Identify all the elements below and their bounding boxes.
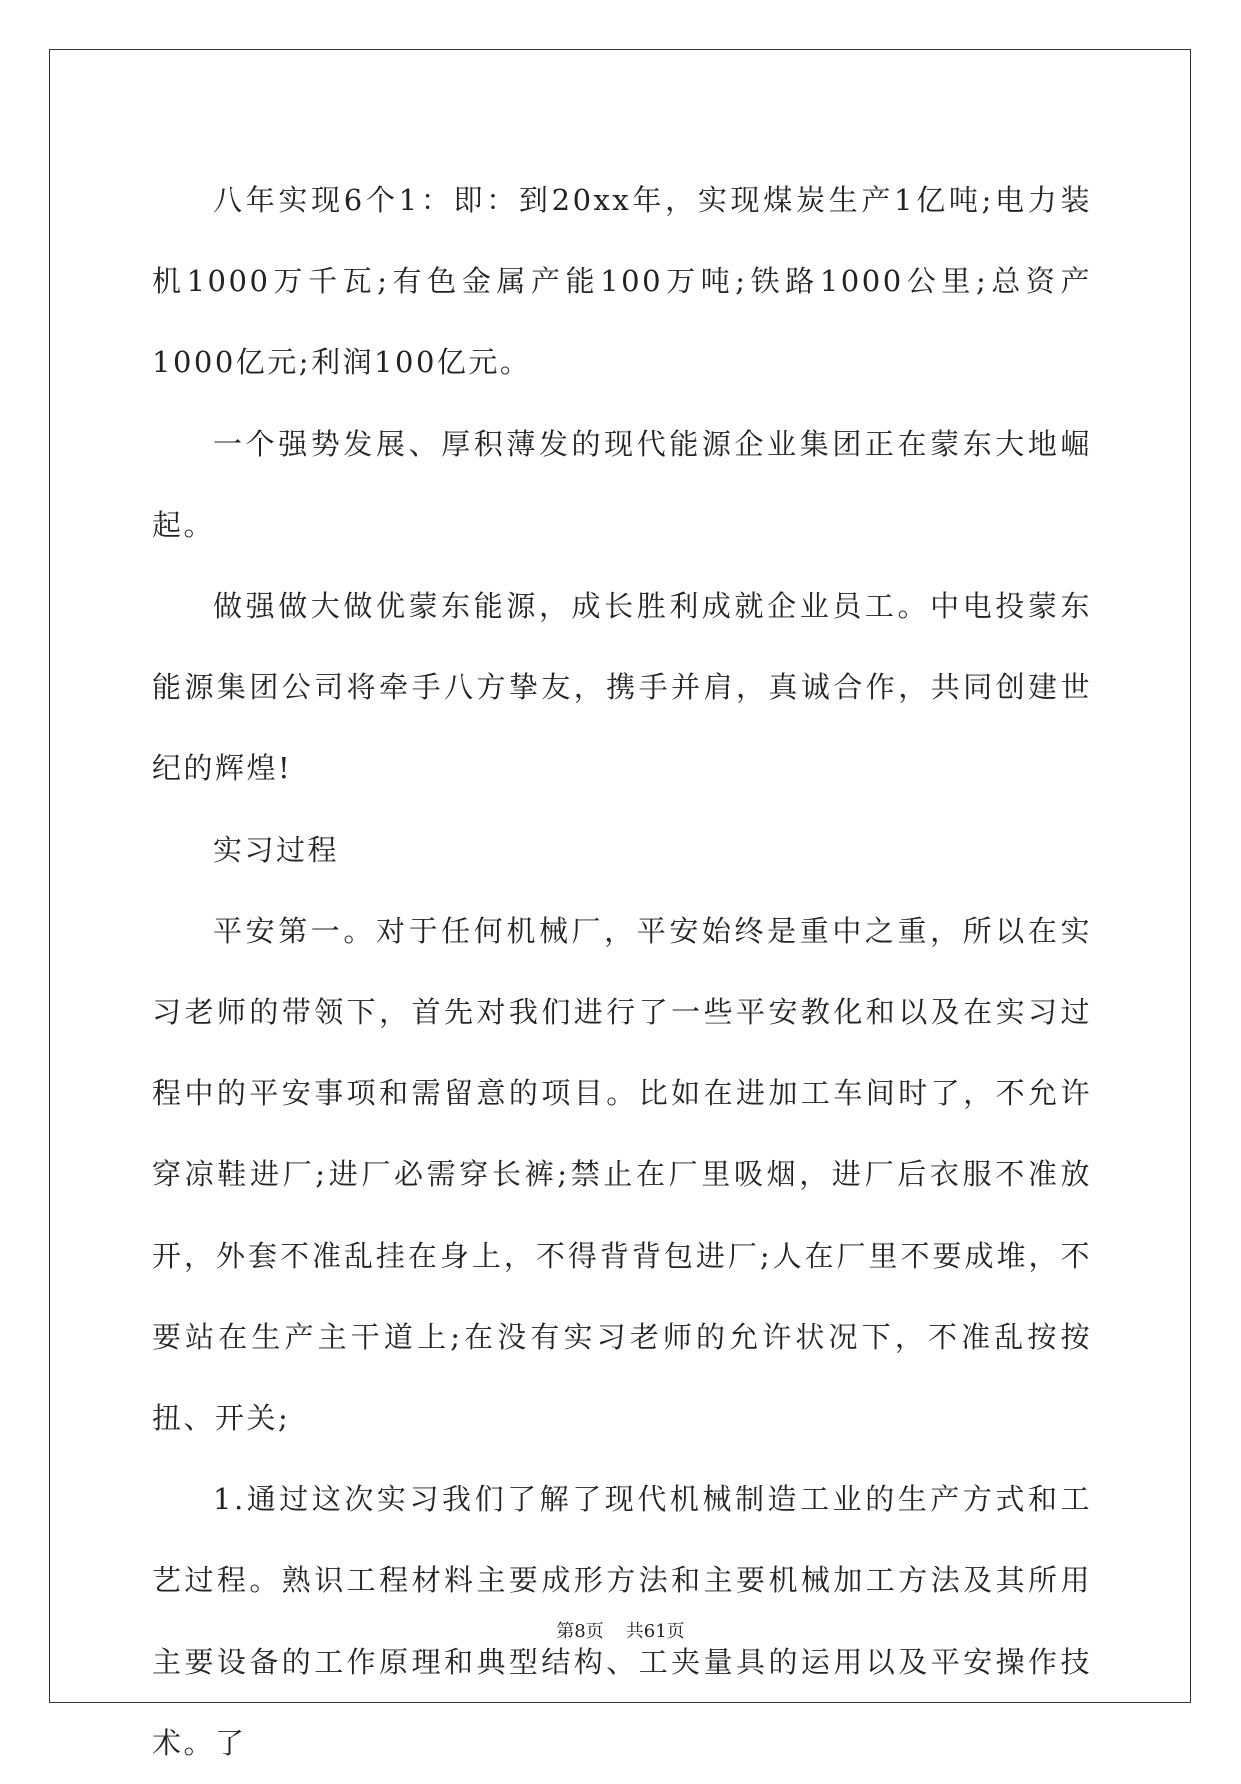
section-heading-internship-process: 实习过程 xyxy=(213,832,340,867)
page-footer xyxy=(0,1617,1241,1643)
document-body xyxy=(152,160,1092,1784)
page-number: 第8页 xyxy=(556,1621,604,1642)
page-total: 共61页 xyxy=(625,1621,685,1642)
paragraph-goals: 八年实现6个1：即：到20xx年，实现煤炭生产1亿吨;电力装机1000万千瓦;有色金属产能100万吨;铁路1000公里;总资产1000亿元;利润100亿元。 xyxy=(152,183,1092,380)
paragraph-item-1: 1.通过这次实习我们了解了现代机械制造工业的生产方式和工艺过程。熟识工程材料主要成形方法和主要机械加工方法及其所用主要设备的工作原理和典型结构、工夹量具的运用以及平安操作技术。了 xyxy=(152,1482,1092,1760)
paragraph-cooperation: 做强做大做优蒙东能源，成长胜利成就企业员工。中电投蒙东能源集团公司将牵手八方挚友，携手并肩，真诚合作，共同创建世纪的辉煌! xyxy=(152,589,1092,786)
paragraph-rising: 一个强势发展、厚积薄发的现代能源企业集团正在蒙东大地崛起。 xyxy=(152,426,1092,542)
paragraph-safety: 平安第一。对于任何机械厂，平安始终是重中之重，所以在实习老师的带领下，首先对我们进行了一些平安教化和以及在实习过程中的平安事项和需留意的项目。比如在进加工车间时了，不允许穿凉鞋进厂;进厂必需穿长裤;禁止在厂里吸烟，进厂后衣服不准放开，外套不准乱挂在身上，不得背背包进厂;人在厂里不要成堆，不要站在生产主干道上;在没有实习老师的允许状况下，不准乱按按扭、开关; xyxy=(152,913,1092,1436)
